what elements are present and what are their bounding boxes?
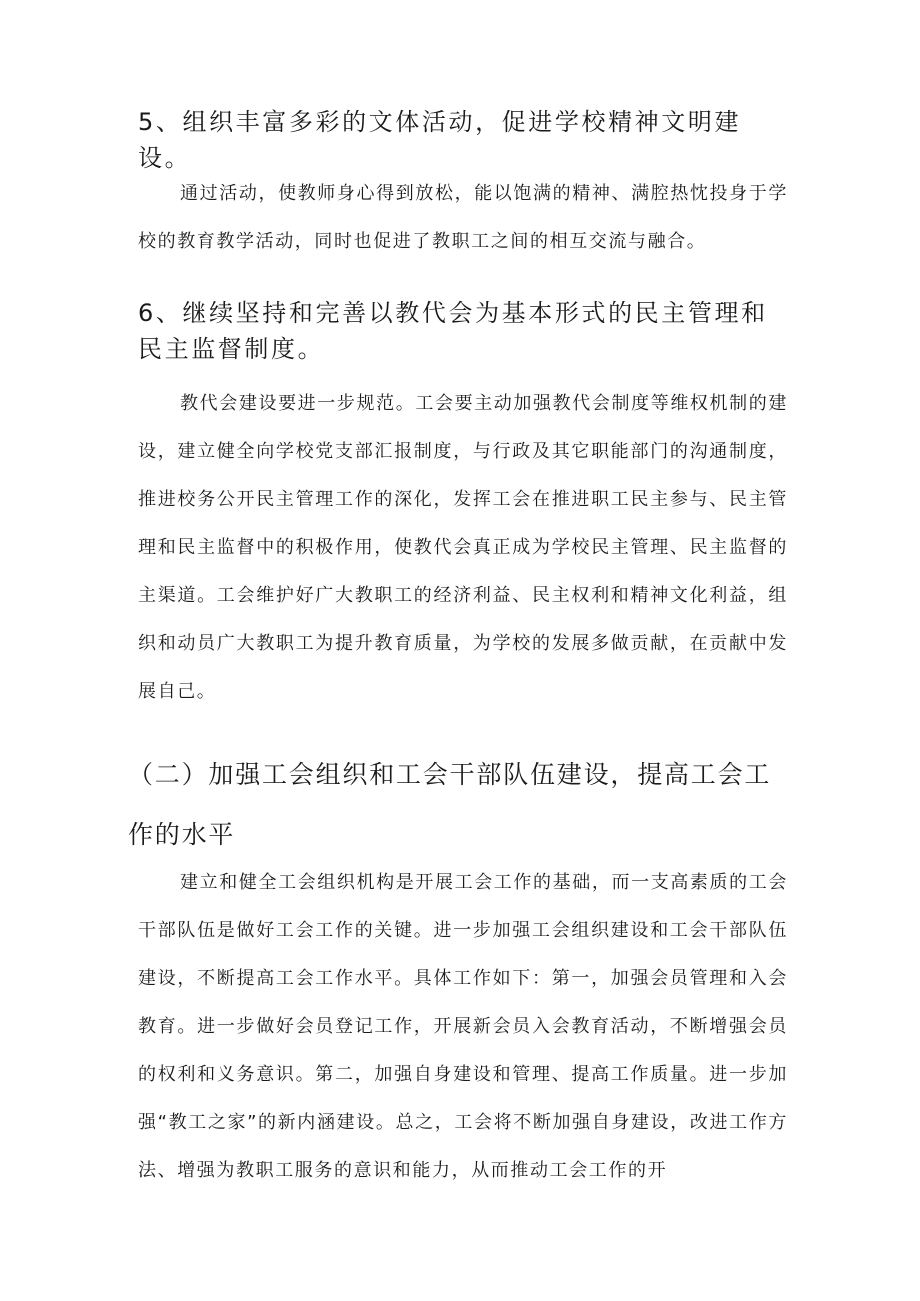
section-two-heading: （二）加强工会组织和工会干部队伍建设，提高工会工作的水平 <box>128 760 772 849</box>
section-5-heading: 5、组织丰富多彩的文体活动，促进学校精神文明建设。 <box>138 108 742 172</box>
section-6-paragraph: 教代会建设要进一步规范。工会要主动加强教代会制度等维权机制的建设，建立健全向学校党支部汇报制度，与行政及其它职能部门的沟通制度，推进校务公开民主管理工作的深化，发挥工会在推进职工民主参与、民主管理和民主监督中的积极作用，使教代会真正成为学校民主管理、民主监督的主渠道。工会维护好广大教职工的经济利益、民主权利和精神文化利益，组织和动员广大教职工为提升教育质量，为学校的发展多做贡献，在贡献中发展自己。 <box>138 393 788 702</box>
section-6-heading: 6、继续坚持和完善以教代会为基本形式的民主管理和民主监督制度。 <box>138 299 768 363</box>
section-5-paragraph: 通过活动，使教师身心得到放松，能以饱满的精神、满腔热忱投身于学校的教育教学活动，同时也促进了教职工之间的相互交流与融合。 <box>138 183 788 252</box>
section-two-paragraph: 建立和健全工会组织机构是开展工会工作的基础，而一支高素质的工会干部队伍是做好工会工作的关键。进一步加强工会组织建设和工会干部队伍建设，不断提高工会工作水平。具体工作如下：第一，加强会员管理和入会教育。进一步做好会员登记工作，开展新会员入会教育活动，不断增强会员的权利和义务意识。第二，加强自身建设和管理、提高工作质量。进一步加强“教工之家”的新内涵建设。总之，工会将不断加强自身建设，改进工作方法、增强为教职工服务的意识和能力，从而推动工会工作的开 <box>138 872 788 1181</box>
